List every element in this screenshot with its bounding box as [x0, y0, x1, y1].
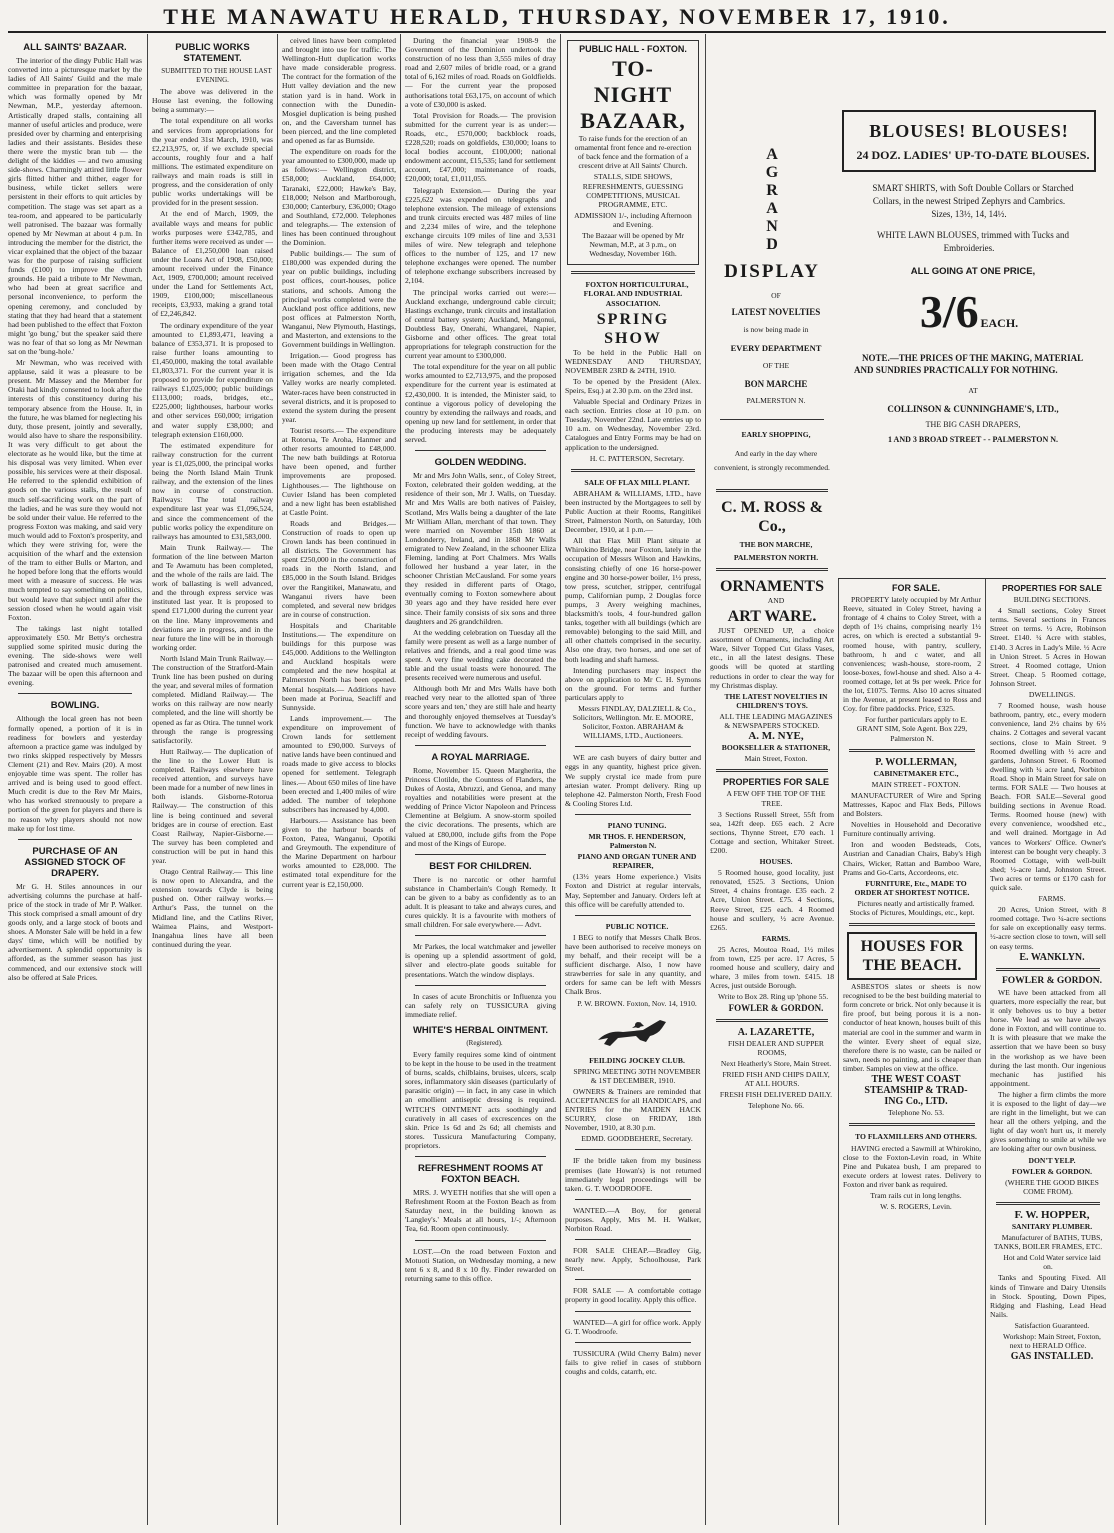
divider	[571, 271, 695, 274]
article-paragraph: During the financial year 1908-9 the Government of the Dominion undertook the construction of no less than 3,555 miles of dray road and 2,607 miles of bridle road, or a grand total of 6,162 miles of road. Roads on Goldfields.— For the current year the proposed authorisations total £63,175, on account of which a vote of £30,000 is asked.	[405, 36, 556, 109]
article-paragraph: There is no narcotic or other harmful substance in Chamberlain's Cough Remedy. It can be given to a baby as confidently as to an adult. It is pleasant to take and always cures, and cures quickly. It is a favourite with mothers of small children. For sale everywhere.— Advt.	[405, 874, 556, 930]
divider	[415, 745, 546, 746]
ad-text: DON'T YELP.	[1028, 1155, 1076, 1165]
ad-text: PIANO AND ORGAN TUNER AND REPAIRER,	[577, 852, 697, 871]
article-paragraph: Harbours.— Assistance has been given to the harbour boards of Foxton, Patea, Wanganui, Opotiki and Greymouth. The expenditure of the Marine Department on harbour works amounted to £28,000. The estimated total expenditure for the current year is £2,150,000.	[282, 815, 396, 889]
article-paragraph: Mr G. H. Stiles announces in our advertising columns the purchase at half-price of the stock in trade of Mr P. Walker. This stock comprised a small amount of dry goods only, and a large stock of boots and shoes. A Monster Sale will be held in a few days' time, which will be notified by advertisement. A splendid opportunity is afforded, as the summer season has just commenced, and our extensive stock will also be offered at Sale Prices.	[8, 881, 142, 982]
divider	[415, 1156, 546, 1157]
ad-text: THE BON MARCHE,	[739, 539, 813, 549]
article-paragraph: Hospitals and Charitable Institutions.— The expenditure on buildings for this purpose was £45,000. Additions to the Wellington and Auckland hospitals were completed and the new hospital at Palmerston North has been opened. Mental hospitals.— Additions have been made at Porirua, Seacliff and Sunnyside.	[282, 620, 396, 712]
article-paragraph: The principal works carried out were:— Auckland exchange, underground cable circuit; Hastings exchange, trunk circuits and installation of central battery system; Auckland, Mangonui, Doubtless Bay, Onerahi, Whangarei, Napier, Gisborne and other offices. The great total appropriations for telegraph construction for the current year amount to £300,000.	[405, 287, 556, 361]
divider	[415, 854, 546, 855]
ad-text: OF THE	[762, 361, 790, 371]
ad-text: SPRING MEETING 30TH NOVEMBER & 1ST DECEMBER, 1910.	[573, 1066, 701, 1085]
divider	[415, 1240, 546, 1241]
article-paragraph: Every family requires some kind of ointment to be kept in the house to be used in the treatment of burns, scalds, chilblains, bruises, ulcers, scalp sores, inflammatory skin diseases (particularly of parasitic origin) — in fact, in any case in which an emollient antiseptic dressing is required. WITCH'S OINTMENT acts soothingly and curatively in all cases of excrescences on the skin. Price 1s 6d and 2s 6d; all chemists and stores. Tussicura Manufacturing Company, proprietors.	[405, 1050, 556, 1150]
ad-text: PALMERSTON N.	[746, 395, 806, 405]
ad-text: Next Heatherly's Store, Main Street.	[720, 1058, 832, 1068]
column-3	[282, 36, 396, 1526]
ad-text: The Bazaar will be opened by Mr Newman, M.P., at 3 p.m., on Wednesday, November 16th.	[581, 231, 685, 259]
ad-heading: EVERY DEPARTMENT	[730, 343, 822, 354]
ad-text: (WHERE THE GOOD BIKES COME FROM).	[1005, 1177, 1099, 1196]
article-paragraph: Main Trunk Railway.— The formation of the line between Marton and Te Awamutu has been completed, and the whole of the rails are laid. The work of ballasting is well advanced, and the through express service was instituted last year. It is proposed to spend £171,000 during the current year on the line. Many improvements and deviations are in progress, and in the near future the line will be in thorough working order.	[152, 542, 273, 652]
ad-text: FRIED FISH AND CHIPS DAILY, AT ALL HOURS.	[722, 1069, 830, 1089]
article-paragraph: Mr Newman, who was received with applause, said it was a pleasure to be present. Mr Massey and the Member for Otaki had kindly consented to look after the interests of this constituency during his temporary absence from the House. It, in the future, he was blamed for neglecting his duty, those present, jointly and severally, would also have to share the responsibility. It was very difficult to get about the electorate as he would like, but the time at his disposal was very limited. When ever possible, his services were at their disposal. He referred to the splendid exhibition of goods on the various stalls, the result of much self-sacrificing work on the part of the ladies, and he was sure they would not be sold under their value. He referred to the progress Foxton was making, and said very much would add to Foxton's prosperity, and which they were striving for, were the acquisition of the wharf and the extension of the tram to either Bulls or Marton, and he hoped before long that the efforts would meet with a measure of success. He was much tempted to say something on politics, but would leave that subject until after the session closed when he would again visit Foxton.	[8, 358, 142, 622]
ad-heading: FOR SALE.	[891, 584, 940, 593]
ad-text: Novelties in Household and Decorative Furniture continually arriving.	[843, 820, 981, 839]
column-rule	[985, 578, 986, 1525]
ad-signature: For further particulars apply to E. GRANT SIM, Sole Agent. Box 229, Palmerston N.	[856, 715, 968, 743]
ad-text: WE have been attacked from all quarters, more especially the rear, but it only behoves us to buy a better horse. We lead as we have always done in Foxton, and will continue to. It is with pleasure that we make the assertion that we have been so busy in the workshop as we have been during the last month. Our ingenious mechanic has justified his appointment.	[990, 987, 1106, 1088]
ad-text: is now being made in	[743, 325, 809, 335]
ad-text: The higher a firm climbs the more it is exposed to the light of day—we are right in the limelight, but we can hear all the others yelping, and the light of day won't hurt us, it merely gives something to smile at while we are looking after our own business.	[990, 1089, 1106, 1154]
ad-heading: ART WARE.	[727, 608, 817, 626]
divider	[575, 1199, 691, 1200]
ad-text: Tanks and Spouting Fixed. All kinds of Tinware and Dairy Utensils in Stock. Spouting, Down Pipes, Ridging and Flashing, Lead Head Nails.	[990, 1273, 1106, 1319]
ad-text: OF	[771, 291, 781, 300]
article-subtitle: SUBMITTED TO THE HOUSE LAST EVENING.	[161, 67, 272, 85]
ad-heading: BLOUSES! BLOUSES!	[869, 121, 1069, 141]
ad-text: Iron and wooden Bedsteads, Cots, Austrian and Canadian Chairs, Baby's High Chairs, Wicker, Rattan and Bamboo Ware, Prams and Go-Carts, Accordeons, etc.	[843, 840, 981, 877]
divider	[716, 769, 828, 772]
masthead: THE MANAWATU HERALD, THURSDAY, NOVEMBER 17, 1910.	[163, 4, 951, 29]
article-paragraph: North Island Main Trunk Railway.— The construction of the Stratford-Main Trunk line has been pushed on during the year, and several miles of formation completed. Midland Railway.— The works on this railway are now nearly completed, and the line will shortly be opened as far as Otira. The tunnel work through the range is progressing satisfactorily.	[152, 653, 273, 745]
divider	[849, 749, 975, 752]
ad-text: THE BIG CASH DRAPERS,	[925, 420, 1021, 430]
divider	[575, 814, 691, 815]
article-paragraph: Irrigation.— Good progress has been made with the Otago Central irrigation schemes, and the Ida Valley works are nearly completed. Water-races have been constructed in several districts, and it is proposed to extend the system during the present year.	[282, 351, 396, 424]
ad-heading: EARLY SHOPPING,	[741, 429, 811, 439]
article-title: WHITE'S HERBAL OINTMENT.	[412, 1024, 549, 1036]
ad-text: (13½ years Home experience.) Visits Foxton and District at regular intervals, May, September and January. Orders left at this office will be carefully attended to.	[565, 872, 701, 909]
ad-text: To raise funds for the erection of an ornamental front fence and re-erection of back fence and the formation of a crescent drive at All Saints' Church.	[574, 134, 692, 171]
column-8	[843, 584, 981, 1526]
ad-text: MR THOS. F. HENDERSON, Palmerston N.	[588, 832, 686, 851]
blouses-advert	[838, 80, 1100, 570]
ad-signature: FOWLER & GORDON.	[1012, 1166, 1092, 1176]
ad-subheading: DWELLINGS.	[1028, 690, 1076, 700]
article-paragraph: At the wedding celebration on Tuesday all the family were present as well as a large number of relatives and friends, and a real good time was spent. A very fine wedding cake decorated the table and the usual toasts were honoured. The presents received were numerous and useful.	[405, 627, 556, 683]
ad-text: WE are cash buyers of dairy butter and eggs in any quantity, highest price given. We supply crystal ice made from pure artesian water. Prompt delivery. Ring up telephone 42. Palmerston North, Fresh Food & Cooling Stores Ltd.	[565, 753, 701, 808]
ad-heading: THE WEST COAST	[871, 1074, 961, 1086]
racehorse-icon	[588, 1012, 678, 1052]
ad-text: FISH DEALER AND SUPPER ROOMS,	[728, 1038, 824, 1057]
article-title: ALL SAINTS' BAZAAR.	[23, 42, 127, 53]
article-subtitle: (Registered).	[466, 1038, 503, 1047]
divider	[575, 746, 691, 747]
tonight-heading: TO-NIGHT	[593, 56, 673, 108]
column-1	[8, 36, 142, 1526]
ad-text: OWNERS & Trainers are reminded that ACCEPTANCES for all HANDICAPS, and ENTRIES for the MAIDEN HACK SCURRY, close on FRIDAY, 18th November, 1910, at 8.30 p.m.	[565, 1086, 701, 1133]
ad-signature: EDMD. GOODBEHERE, Secretary.	[581, 1134, 693, 1144]
grand-heading: A GRAND	[765, 146, 779, 253]
ad-text: Manufacturer of BATHS, TUBS, TANKS, BOILER FRAMES, ETC.	[993, 1233, 1103, 1252]
ad-text: BOOKSELLER & STATIONER,	[721, 743, 831, 753]
ad-heading: LATEST NOVELTIES	[731, 307, 821, 318]
ad-heading: FOXTON HORTICULTURAL, FLORAL AND INDUSTRIAL ASSOCIATION.	[583, 280, 689, 308]
ad-text: Telephone No. 53.	[888, 1108, 944, 1118]
ad-text: STALLS, SIDE SHOWS, REFRESHMENTS, GUESSING COMPETITIONS, MUSICAL PROGRAMME, ETC.	[582, 172, 684, 209]
article-paragraph: The total expenditure on all works and services from appropriations for the year ended 31st March, 1910, was £2,213,975, or, if we exclude special accounts, roughly four and a half millions. The estimated expenditure on railways and main roads is still in progress, and the consideration of only public works undertakings will be provided for in the present session.	[152, 116, 273, 208]
divider	[716, 1019, 828, 1022]
ad-heading: FARMS.	[761, 933, 791, 943]
ad-signature: Messrs FINDLAY, DALZIELL & Co., Solicitors, Wellington. Mr. E. MOORE, Solicitor, Foxton. ABRAHAM & WILLIAMS, LTD., Auctioneers.	[572, 703, 696, 741]
masthead-rule	[8, 31, 1106, 33]
ad-text: WANTED—A girl for office work. Apply G. T. Woodroofe.	[565, 1317, 701, 1336]
price-unit: EACH.	[980, 316, 1019, 331]
article-paragraph: Lands improvement.— The expenditure on improvement of Crown lands for settlement amounted to £90,000. Surveys of native lands have been continued and roads made to give access to blocks opened for settlement. Telegraph lines.— About 650 miles of line have been erected and 1,400 miles of wire added. The number of telephone subscribers has increased by 4,000.	[282, 713, 396, 814]
ad-text: PROPERTY lately occupied by Mr Arthur Reeve, situated in Coley Street, having a frontage of 4 chains to Coley Street, with a depth of 1½ chains, comprising nearly 1½ acres, on which is erected a substantial 9-roomed house, with pantry, scullery, bathroom, h and c water, and all conveniences; wash-house, store-room, 2 loose-boxes, fowl-house and shed. Also a 4-roomed cottage, let at 9s per week. Price for the lot, £1075. Terms. Also 10 acres situated in the Avenue, at present leased to Ross and Coy. for fibre paddocks. Price, £325.	[843, 595, 981, 714]
article-title: BOWLING.	[50, 700, 100, 712]
article-paragraph: Hutt Railway.— The duplication of the line to the Lower Hutt is completed. Railways elsewhere have received attention, and surveys have been made for a number of new lines in both islands. Gisborne-Rotorua Railway.— The construction of this line is being continued and several bridges are in course of erection. East Coast Railway, Napier-Gisborne.— The survey has been completed and construction will be put in hand this year.	[152, 746, 273, 865]
article-paragraph: In cases of acute Bronchitis or Influenza you can safely rely on TUSSICURA giving immediate relief.	[405, 991, 556, 1019]
display-heading: DISPLAY	[724, 261, 820, 282]
ad-text: Main Street, Foxton.	[744, 754, 808, 764]
article-title: PURCHASE OF AN ASSIGNED STOCK OF DRAPERY.	[24, 845, 126, 879]
divider	[838, 578, 1106, 579]
ad-text: ALL GOING AT ONE PRICE,	[910, 266, 1036, 277]
column-9	[990, 584, 1106, 1526]
article-paragraph: Rome, November 15. Queen Margherita, the Princess Clotilde, the Countess of Flanders, the Dukes of Aosta, Abruzzi, and Genoa, and many royalties and notabilities were present at the wedding of Prince Victor Napoleon and Princess Clementine at Belgium. A snow-storm spoiled the civic decorations. The presents, which are valued at £80,000, include gifts from the Pope and most of the Kings of Europe.	[405, 765, 556, 848]
ad-text: ALL THE LEADING MAGAZINES & NEWSPAPERS STOCKED.	[719, 711, 833, 730]
ad-text: 25 Acres, Moutoa Road, 1½ miles from town, £25 per acre. 17 Acres, 5 roomed house and scullery, dairy and whare, 3 miles from town. £415. 18 Acres, just outside Borough.	[710, 944, 834, 991]
ad-text: 4 Small sections, Coley Street terms. Several sections in Frances Street on terms. ½ Acre, Robinson Street. £140. ¼ Acre with stables, £140. 3 Acres in Lady's Mile. ½ Acre in Union Street. 5 Acres in Howan Street. 4 Roomed cottage, Union Street. Cheap. 5 Roomed cottage, Johnson Street.	[990, 606, 1106, 688]
ad-text: THE LATEST NOVELTIES IN CHILDREN'S TOYS.	[724, 691, 828, 710]
article-paragraph: Otago Central Railway.— This line is now open to Alexandra, and the extension towards Clyde is being pushed on. Other railway works.— Arthur's Pass, the tunnel on the Midland line, and the Catlins River, Waimea Plains, and Westport-Inangahua lines have all been continued during the year.	[152, 867, 273, 949]
ad-text: HAVING erected a Sawmill at Whirokino, close to the Foxton-Levin road, in White Pine and Pukatea bush, I am prepared to execute orders at lowest rates. Delivery to Foxton and river bank as required.	[843, 1143, 981, 1189]
ad-heading: THE BEACH.	[862, 957, 962, 975]
divider	[575, 1342, 691, 1343]
divider	[415, 935, 546, 936]
article-paragraph: The takings last night totalled approximately £50. Mr Betty's orchestra supplied some spirited music during the evening. The side-shows were well patronised and created much amusement. The bazaar will be open this afternoon and evening.	[8, 623, 142, 688]
spring-show-heading: SPRING SHOW	[596, 310, 670, 347]
column-rule	[400, 34, 401, 1525]
ad-signature: H. C. PATTERSON, Secretary.	[589, 453, 685, 463]
ad-text: Workshop: Main Street, Foxton, next to HERALD Office.	[1003, 1332, 1101, 1351]
ad-text: Telephone No. 66.	[748, 1101, 804, 1111]
article-paragraph: The above was delivered in the House last evening, the following being a summary:—	[152, 87, 273, 115]
article-paragraph: Mr and Mrs John Walls, senr., of Coley Street, Foxton, celebrated their golden wedding, at the residence of their son, Mr J. Walls, on Tuesday. Mr and Mrs Walls are both natives of Paisley, Scotland, Mrs Walls being a daughter of the late Mr William Allan, merchant of that town. They were married on November 15th 1860 at Londonderry, Ireland, and in 1868 Mr Walls emigrated to New Zealand, in the schooner Eliza Fleming, landing at Port Chalmers. Mrs Walls followed her husband a year later, in the schooner Christian McCausland. For some years they resided in different parts of Otago, eventually coming to Foxton somewhere about 30 years ago and they have resided here ever since. Their family consists of six sons and three daughters and 26 grandchildren.	[405, 471, 556, 626]
ad-signature: W. S. ROGERS, Levin.	[880, 1202, 952, 1212]
ad-text: ADMISSION 1/-, including Afternoon and Evening.	[574, 210, 692, 229]
divider	[716, 489, 828, 492]
article-paragraph: Roads and Bridges.— Construction of roads to open up Crown lands has been continued in all districts. The Government has spent £250,000 in the construction of roads in the North Island, and £85,000 in the South Island. Bridges over the Rangitikei, Manawatu, and Wanganui rivers have been completed, and several new bridges are in course of construction.	[282, 518, 396, 619]
column-rule	[705, 34, 706, 1525]
ad-heading: C. M. ROSS & Co.,	[721, 498, 823, 535]
column-rule	[277, 34, 278, 1525]
ad-heading: A. M. NYE,	[748, 730, 804, 743]
ad-text: FRESH FISH DELIVERED DAILY.	[719, 1090, 833, 1100]
ad-text: 3 Sections Russell Street, 55ft from sea, 142ft deep. £65 each. 2 Acre sections, Thynne Street, £70 each. 1 Cottage and section, Whitaker Street. £200.	[710, 809, 834, 855]
ad-text: ABRAHAM & WILLIAMS, LTD., have been instructed by the Mortgagees to sell by Public Auction at their Rooms, Rangitikei Street, Palmerston North, on Saturday, 10th December, 1910, at 1 p.m.—	[565, 488, 701, 535]
divider	[575, 1279, 691, 1280]
ad-heading: PROPERTIES FOR SALE	[722, 777, 829, 788]
divider	[415, 985, 546, 986]
ad-signature: E. WANKLYN.	[1019, 951, 1085, 963]
ad-heading: STEAMSHIP & TRAD-	[864, 1085, 968, 1097]
ad-note: NOTE.—THE PRICES OF THE MAKING, MATERIAL AND SUNDRIES PRACTICALLY FOR NOTHING.	[854, 353, 1083, 376]
article-paragraph: At the end of March, 1909, the available ways and means for public works purposes were £342,785, and further items were received as under — Balance of £1,250,000 loan raised under the Loans Act of 1908, £50,000; amount received under the Finance Act, 1909, £700,000; amount received under the Land for Settlements Act, 1909, £100,000; miscellaneous receipts, £3,933, making a grand total of £2,246,842.	[152, 209, 273, 319]
ad-text: TUSSICURA (Wild Cherry Balm) never fails to give relief in cases of stubborn coughs and colds, catarrh, etc.	[565, 1348, 701, 1376]
article-paragraph: Tourist resorts.— The expenditure at Rotorua, Te Aroha, Hanmer and other resorts amounted to £48,000. The new bath buildings at Rotorua have been opened, and further improvements are proposed. Lighthouses.— The lighthouse on Cuvier Island has been completed and a new light has been established at Castle Point.	[282, 425, 396, 517]
divider	[849, 923, 975, 926]
bazaar-advert	[567, 40, 699, 265]
article-paragraph: The total expenditure for the year on all public works amounted to £2,713,975, and the proposed expenditure for the current year is estimated at £2,430,000. It is intended, the Minister said, to continue a vigorous policy of developing the country by extending the railways and roads, and opening up new land for settlement, in order that the producing interests may be adequately served.	[405, 362, 556, 445]
ad-signature: P. W. BROWN. Foxton, Nov. 14, 1910.	[577, 998, 697, 1008]
ad-text: AT	[968, 386, 978, 396]
ad-heading: F. W. HOPPER,	[1014, 1208, 1090, 1221]
ad-text: Valuable Special and Ordinary Prizes in each section. Entries close at 10 p.m. on Tuesday, November 22nd. Late entries up to 10 a.m. on Wednesday, November 23rd. Catalogues and Entry Forms may be had on application to the undersigned.	[565, 397, 701, 452]
ad-subheading: BUILDING SECTIONS.	[1013, 595, 1091, 605]
ad-text: FOR SALE CHEAP.—Bradley Gig, nearly new. Apply, Schoolhouse, Park Street.	[565, 1246, 701, 1274]
ad-text: FOR SALE — A comfortable cottage property in good locality. Apply this office.	[565, 1286, 701, 1305]
article-paragraph: LOST.—On the road between Foxton and Motuoti Station, on Wednesday morning, a new tent 6 x 8, and 8 x 10 fly. Finder rewarded on returning same to this office.	[405, 1246, 556, 1283]
ad-heading: A. LAZARETTE,	[737, 1026, 815, 1038]
ad-text: AND	[767, 595, 785, 605]
ad-text: JUST OPENED UP, a choice assortment of Ornaments, including Art Ware, Silver Topped Cut Glass Vases, etc., in all the latest designs. These goods will be quoted at startling reductions in order to clear the way for my Christmas display.	[710, 626, 834, 690]
ad-text: SMART SHIRTS, with Soft Double Collars or Starched Collars, in the newest Striped Zephyrs and Cambrics. Sizes, 13½, 14, 14½.	[872, 183, 1074, 219]
ad-text: WANTED.—A Boy, for general purposes. Apply, Mrs M. H. Walker, Norbiton Road.	[565, 1205, 701, 1233]
ad-text: Intending purchasers may inspect the above on application to Mr C. H. Symons on the ground. For terms and further particulars apply to	[565, 665, 701, 702]
divider	[716, 568, 828, 571]
ad-text: MANUFACTURER of Wire and Spring Mattresses, Kapoc and Flax Beds, Pillows and Bolsters.	[843, 790, 981, 819]
article-title: GOLDEN WEDDING.	[434, 457, 527, 469]
bazaar-heading: BAZAAR,	[580, 108, 686, 134]
ad-heading: TO FLAXMILLERS AND OTHERS.	[855, 1132, 977, 1142]
article-paragraph: Although both Mr and Mrs Walls have both reached very near to the allotted span of 'three score years and ten,' they are still hale and hearty and thoroughly enjoyed themselves at Tuesday's function. We have to acknowledge with thanks receipt of wedding favours.	[405, 684, 556, 739]
ad-heading: FEILDING JOCKEY CLUB.	[589, 1055, 685, 1065]
article-title: REFRESHMENT ROOMS AT FOXTON BEACH.	[417, 1163, 544, 1186]
ad-text: Satisfaction Guaranteed.	[1014, 1320, 1090, 1330]
divider	[575, 1239, 691, 1240]
ad-signature: FOWLER & GORDON.	[728, 1002, 824, 1013]
ad-text: FURNITURE, Etc., MADE TO ORDER AT SHORTEST NOTICE.	[854, 878, 970, 897]
ad-text: 5 Roomed house, good locality, just renovated, £525. 3 Sections, Union Street, 4 chains frontage. £35 each. 2 Acre, Union Street. £75. 4 Sections, Reeve Street, £25 each. 4 Roomed house and scullery, ½ acre Avenue. £265.	[710, 868, 834, 932]
column-rule	[560, 34, 561, 1525]
ad-heading: BON MARCHE	[744, 379, 808, 390]
ad-heading: PIANO TUNING.	[607, 820, 667, 830]
divider	[720, 419, 824, 420]
article-paragraph: MRS. J. WYETH notifies that she will open a Refreshment Room at the Foxton Beach as from Saturday next, in the building known as 'Langley's.' Meals at all hours, 1/-; Afternoon Tea, 6d. Room open continuously.	[405, 1188, 556, 1234]
ad-text: All that Flax Mill Plant situate at Whirokino Bridge, near Foxton, lately in the occupation of Messrs Wilson and Hawkins, consisting chiefly of one 16 horse-power engine and 30 horse-power boiler, 1½ press, tow press, scutcher, stripper, centrifugal pump, Californian pump, 2 Douglas force pumps, 3 Avery weighing machines, blacksmith's tools, 4 four-hundred gallon tanks, together with all buildings (which are removable) belonging to the said Mill, and all other chattels comprised in the security. Also one dray, two horses, and one set of both leading and shaft harness.	[565, 536, 701, 664]
ad-heading: HOUSES.	[759, 857, 793, 867]
article-paragraph: The ordinary expenditure of the year amounted to £1,893,471, leaving a balance of £353,371. It is proposed to raise further loans amounting to £1,450,000, making the total available £1,803,371. For the current year it is proposed to provide for expenditure on railways £1,025,000; public buildings £113,000; roads, bridges, etc., £225,000; lighthouses, harbour works and other services £60,000; irrigation and water supply £38,000; and telegraph extension £160,000.	[152, 320, 273, 439]
article-paragraph: Total Provision for Roads.— The provision submitted for the current year is as under:— Roads, etc., £570,000; backblock roads, £228,520; roads on goldfields, £30,000; loans to local bodies account, £100,000; national endowment account, £15,535; land for settlement account, £47,000; maintenance of roads, £20,000; total, £1,011,055.	[405, 110, 556, 184]
ad-heading: ING Co., LTD.	[884, 1096, 948, 1108]
hall-heading: PUBLIC HALL - FOXTON.	[579, 44, 687, 54]
ad-heading: P. WOLLERMAN,	[875, 756, 957, 768]
column-4	[405, 36, 556, 1526]
ad-subheading: FARMS.	[1038, 894, 1066, 904]
ad-text: MAIN STREET - FOXTON.	[871, 779, 961, 789]
ad-text: IF the bridle taken from my business premises (late Howan's) is not returned immediately legal proceedings will be taken. G. T. WOODROOFE.	[565, 1156, 701, 1193]
ad-heading: PROPERTIES FOR SALE	[1001, 584, 1103, 593]
ad-text: 1 AND 3 BROAD STREET - - PALMERSTON N.	[887, 435, 1059, 445]
ad-text: A FEW OFF THE TOP OF THE TREE.	[726, 789, 826, 808]
ad-subheading: 24 DOZ. LADIES' UP-TO-DATE BLOUSES.	[856, 148, 1090, 162]
divider	[18, 693, 132, 694]
ad-text: Hot and Cold Water service laid on.	[1003, 1253, 1101, 1272]
divider	[18, 839, 132, 840]
ad-text: To be held in the Public Hall on WEDNESDAY AND THURSDAY, NOVEMBER 23RD & 24TH, 1910.	[565, 347, 701, 375]
divider	[849, 1123, 975, 1126]
column-5	[565, 36, 701, 1526]
ad-subheading: SANITARY PLUMBER.	[1011, 1222, 1093, 1231]
ad-heading: FOWLER & GORDON.	[1001, 975, 1102, 986]
ad-heading: ORNAMENTS	[719, 577, 824, 595]
article-title: BEST FOR CHILDREN.	[429, 860, 532, 872]
article-paragraph: Mr Parkes, the local watchmaker and jeweller is opening up a splendid assortment of gold, silver and electro-plate goods suitable for presentations. Watch the window displays.	[405, 942, 556, 979]
ad-text: To be opened by the President (Alex. Speirs, Esq.) at 2.30 p.m. on the 23rd inst.	[565, 376, 701, 395]
divider	[415, 450, 546, 451]
ad-heading: GAS INSTALLED.	[1010, 1351, 1094, 1363]
divider	[575, 915, 691, 916]
column-rule	[838, 578, 839, 1525]
divider	[996, 968, 1100, 971]
ad-text: WHITE LAWN BLOUSES, trimmed with Tucks and Embroideries.	[876, 230, 1070, 253]
ad-heading: HOUSES FOR	[860, 938, 964, 956]
divider	[575, 1311, 691, 1312]
article-paragraph: ceived lines have been completed and brought into use for traffic. The Wellington-Hutt duplication works have made considerable progress. The contract for the formation of the Hutt valley deviation and the new station yard is in hand. Work in connection with the Dunedin-Mosgiel duplication is being pushed on, and the Caversham tunnel has been pierced, and the line completed and opened as far as Burnside.	[282, 36, 396, 146]
ad-text: Pictures neatly and artistically framed. Stocks of Pictures, Mouldings, etc., kept.	[849, 898, 975, 917]
divider	[571, 469, 695, 472]
ad-text: CABINETMAKER ETC.,	[873, 768, 959, 778]
article-paragraph: Public buildings.— The sum of £180,000 was expended during the year on public buildings, including post offices, court-houses, police stations, and schools. Among the principal works completed were the Auckland post office additions, new post offices at Palmerston North, Wanganui, New Plymouth, Hastings, and Masterton, and extensions to the Government buildings in Wellington.	[282, 249, 396, 350]
ad-heading: PUBLIC NOTICE.	[605, 921, 669, 931]
article-title: PUBLIC WORKS STATEMENT.	[175, 42, 250, 64]
ad-text: ASBESTOS slates or sheets is now recognised to be the best building material to form concrete or brick. Not only because it is fire proof, but being porous it is a non-conductor of heat known, houses built of this material are cool in the summer and warm in the winter. Every sheet of equal size, therefore there is no waste, can be nailed or sawn, needs no painting, and is cheaper than timber. Samples on view at the office.	[843, 982, 981, 1073]
ad-heading: SALE OF FLAX MILL PLANT.	[584, 477, 690, 487]
article-paragraph: The expenditure on roads for the year amounted to £300,000, made up as follows:— Wellington district, £58,000; Auckland, £64,000; Taranaki, £22,000; Hawke's Bay, £18,000; Nelson and Marlborough, £30,000; Canterbury, £36,000; Otago and Southland, £72,000. Telephones and telegraphs.— The extension of lines has been continued throughout the Dominion.	[282, 147, 396, 248]
divider	[575, 1149, 691, 1150]
ad-text: And early in the day where convenient, is strongly recommended.	[714, 448, 830, 472]
ad-text: Tram rails cut in long lengths.	[870, 1190, 962, 1200]
column-rule	[147, 34, 148, 1525]
ad-text: PALMERSTON NORTH.	[733, 552, 819, 562]
article-paragraph: The estimated expenditure for railway construction for the current year is £1,025,000, the principal works being the North Island Main Trunk railway, and the extension of the lines now in course of construction. Railways: The total railway expenditure last year was £1,096,524, and since the commencement of the public works policy the expenditure on railways has amounted to £31,583,000.	[152, 440, 273, 541]
article-title: A ROYAL MARRIAGE.	[431, 751, 530, 763]
article-paragraph: The interior of the dingy Public Hall was converted into a picturesque market by the ladies of All Saints' Guild and the male committee in preparation for the bazaar, which was formally opened by Mr Newman, M.P., yesterday afternoon. Artistically draped stalls, containing all manner of useful articles and produce, were presided over by charming and enterprising ladies and their assistants. Besides these there were the mystic bran tub — the delight of the kiddies — and two amusing side-shows. Charmingly attired little flower girls flitted hither and thither, eager for business, while ticket sellers were persistent in their efforts to quit articles by competition. The stage was set apart as a tea-room, and appeared to be particularly well patronised. The bazaar was formally opened by Mr Newman at about 4 p.m. In introducing the member for the district, the vicar explained that the object of the bazaar was for the purpose of raising sufficient funds (£100) to improve the church grounds. He paid a tribute to Mr Newman, who had been at great sacrifice and personal inconvenience, to perform the opening ceremony, and concluded by stating that they had heard that a statement had been published to the effect that Foxton might 'go bung,' but the speaker said there was no fear of that so long as Mr Newman sat on the 'bung-hole.'	[8, 56, 142, 356]
ad-text: Write to Box 28. Ring up 'phone 55.	[718, 992, 829, 1002]
ad-text: 7 Roomed house, wash house bathroom, pantry, etc., every modern convenience, land 2½ chains by 6½ chains. 2 Cottages and several vacant sections, close to Main Street. 9 Roomed dwelling with ½ acre and gardens, Johnson Street. 6 Roomed dwelling with ¼ acre land, Norbiton Road. Shop in Main Street for sale on terms. FOR SALE — Two houses at Beach. FOR SALE—Several good building sections in Avenue Road. Terms. Roomed house (new) with every convenience, woodshed etc., and well drained. Mortgage in Ad vances to Workers' Office. Owner's interest can be bought very cheaply. 3 Roomed Cottage, with well-built shed; ½-acre land, Johnston Street. Two acres or terms or £170 cash for quick sale.	[990, 701, 1106, 892]
ad-heading: COLLINSON & CUNNINGHAME'S, LTD.,	[887, 404, 1059, 415]
column-2	[152, 36, 273, 1526]
price-amount: 3/6	[919, 286, 979, 338]
article-paragraph: Telegraph Extension.— During the year £225,622 was expended on telegraphs and telephone extension. The mileage of extensions and trunk circuits erected was 487 miles of line and 2,234 miles of wire, and the telephone exchange circuits 109 miles of line and 3,531 miles of wire. New telegraph and telephone offices to the number of 125, and 17 new telephone exchanges were opened. The number of telephone exchange subscribers increased by 2,104.	[405, 185, 556, 286]
ad-text: 20 Acres, Union Street, with 8 roomed cottage. Two ¼-acre sections for sale on exceptionally easy terms. ½-acre section close to town, will sell on easy terms.	[990, 905, 1106, 951]
divider	[996, 1202, 1100, 1205]
ad-text: I BEG to notify that Messrs Chalk Bros. have been authorised to receive moneys on my behalf, and their receipt will be a sufficient discharge. Also, I now have strawberries for sale in any quantity, and orders for same can be left with Messrs Chalk Bros.	[565, 932, 701, 997]
column-6	[710, 36, 834, 1526]
article-paragraph: Although the local green has not been formally opened, a portion of it is in readiness for bowlers and yesterday afternoon a practice game was indulged by two rinks skipped respectively by Messrs Clement (21) and Rev. Mairs (20). A most enjoyable time was spent. The roller has arrived and is being used to good effect. Much credit is due to the Rev Mr Mairs, who has worked strenuously to prepare a portion of the green for players and there is no reason why players should not now make up for lost time.	[8, 714, 142, 833]
